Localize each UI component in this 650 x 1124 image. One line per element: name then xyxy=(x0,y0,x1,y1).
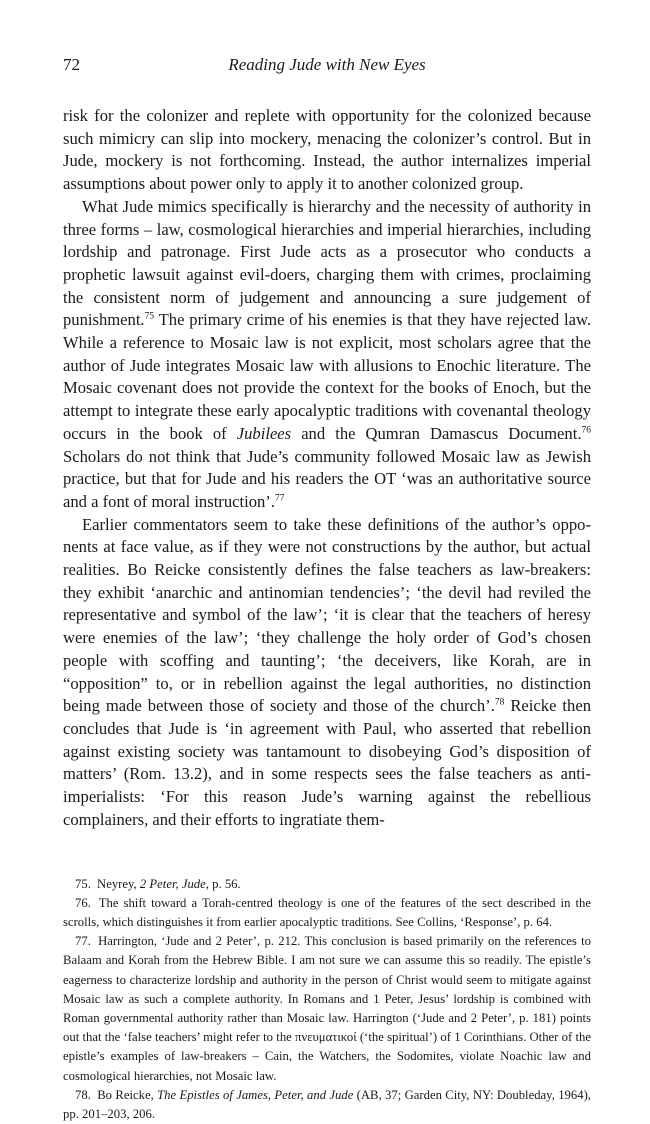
italic-text: 2 Peter, Jude xyxy=(140,877,206,891)
text-run: Bo Reicke, xyxy=(97,1088,157,1102)
text-run: The shift toward a Torah-centred theology is one of the features of the sect described in the scrolls, which distinguishes it from earlier apocalyptic traditions. See Collins, ‘Response’, p. 64. xyxy=(63,896,591,929)
footnote-marker: 78 xyxy=(495,698,505,708)
text-run: Earlier commentators seem to take these definitions of the author’s opponents at face value, as if they were not constructions by the author, but actual realities. Bo Reicke consistently defines the false teachers as law-breakers: they exhibit ‘anarchic and antinomian tendencies’; ‘the devil had reviled the representative and symbol of the law’; ‘it is clear that the teachers of heresy were enemies of the law’; ‘they challenge the holy order of God’s chosen people with scoffing and taunting’; ‘the deceivers, like Korah, are in “opposition” to, or in rebellion against the legal authorities, no distinction being made between those of society and those of the church’. xyxy=(63,515,591,716)
text-run: , p. 56. xyxy=(206,877,241,891)
book-page xyxy=(63,55,591,1124)
footnote-number: 77. xyxy=(75,934,91,948)
footnote xyxy=(63,932,591,1086)
footnotes xyxy=(63,875,591,1124)
footnote-number: 78. xyxy=(75,1088,91,1102)
text-run: (AB, 37; Garden City, NY: Doubleday, 1964), pp. 201–203, 206. xyxy=(63,1088,591,1121)
footnote-marker: 76 xyxy=(581,425,591,435)
text-run: What Jude mimics specifically is hierarchy and the necessity of authority in three forms – law, cosmological hierarchies and imperial hierarchies, including lordship and patronage. First Jude acts as a prosecutor who conducts a prophetic lawsuit against evil-doers, charging them with crimes, proclaiming the consistent norm of judgement and announcing a sure judgement of punishment. xyxy=(63,197,591,330)
text-run: Scholars do not think that Jude’s community followed Mosaic law as Jewish practice, but that for Jude and his readers the OT ‘was an authoritative source and a font of moral instruction’. xyxy=(63,447,591,511)
text-run: risk for the colonizer and replete with opportunity for the colonized because such mimicry can slip into mockery, menacing the colonizer’s control. But in Jude, mockery is not forthcoming. Instead, the author internalizes imperial assumptions about power only to apply it to another colonized group. xyxy=(63,106,591,193)
page-number: 72 xyxy=(63,55,80,75)
page-header xyxy=(63,55,591,85)
footnote xyxy=(63,875,591,894)
paragraph xyxy=(63,196,591,514)
text-run: and the Qumran Damascus Document. xyxy=(291,424,581,443)
body-text xyxy=(63,105,591,832)
footnote xyxy=(63,1086,591,1124)
footnote xyxy=(63,894,591,932)
footnote-marker: 77 xyxy=(275,493,285,503)
text-run: Neyrey, xyxy=(97,877,140,891)
text-run: Harrington, ‘Jude and 2 Peter’, p. 212. This conclusion is based primarily on the references to Balaam and Korah from the Hebrew Bible. I am not sure we can assume this so readily. The epistle’s eagerness to characterize lordship and authority in the person of Christ would seem to mitigate against Mosaic law as such a complete authority. In Romans and 1 Peter, Jesus’ lordship is combined with Roman governmental authority rather than Mosaic law. Harrington (‘Jude and 2 Peter’, p. 181) points out that the ‘false teachers’ might refer to the πνευματικοί (‘the spiritual’) of 1 Corinthians. Other of the epistle’s examples of law-breakers – Cain, the Watchers, the Sodomites, violate Noachic law and cosmological hierarchies, not Mosaic law. xyxy=(63,934,591,1082)
paragraph xyxy=(63,514,591,832)
footnote-number: 75. xyxy=(75,877,91,891)
running-title: Reading Jude with New Eyes xyxy=(63,55,591,75)
text-run: The primary crime of his enemies is that they have rejected law. While a reference to Mosaic law is not explicit, most scholars agree that the author of Jude integrates Mosaic law with allusions to Enochic literature. The Mosaic covenant does not provide the context for the books of Enoch, but the attempt to integrate these early apocalyptic traditions with covenantal theology occurs in the book of xyxy=(63,310,591,443)
paragraph xyxy=(63,105,591,196)
footnote-number: 76. xyxy=(75,896,91,910)
text-run: Reicke then concludes that Jude is ‘in agreement with Paul, who asserted that rebellion against existing society was tantamount to disobeying God’s disposition of matters’ (Rom. 13.2), and in some respects sees the false teachers as anti-imperialists: ‘For this reason Jude’s warning against the rebellious complainers, and their efforts to ingratiate them- xyxy=(63,696,591,829)
italic-text: Jubilees xyxy=(237,424,291,443)
italic-text: The Epistles of James, Peter, and Jude xyxy=(157,1088,353,1102)
footnote-marker: 75 xyxy=(145,312,155,322)
